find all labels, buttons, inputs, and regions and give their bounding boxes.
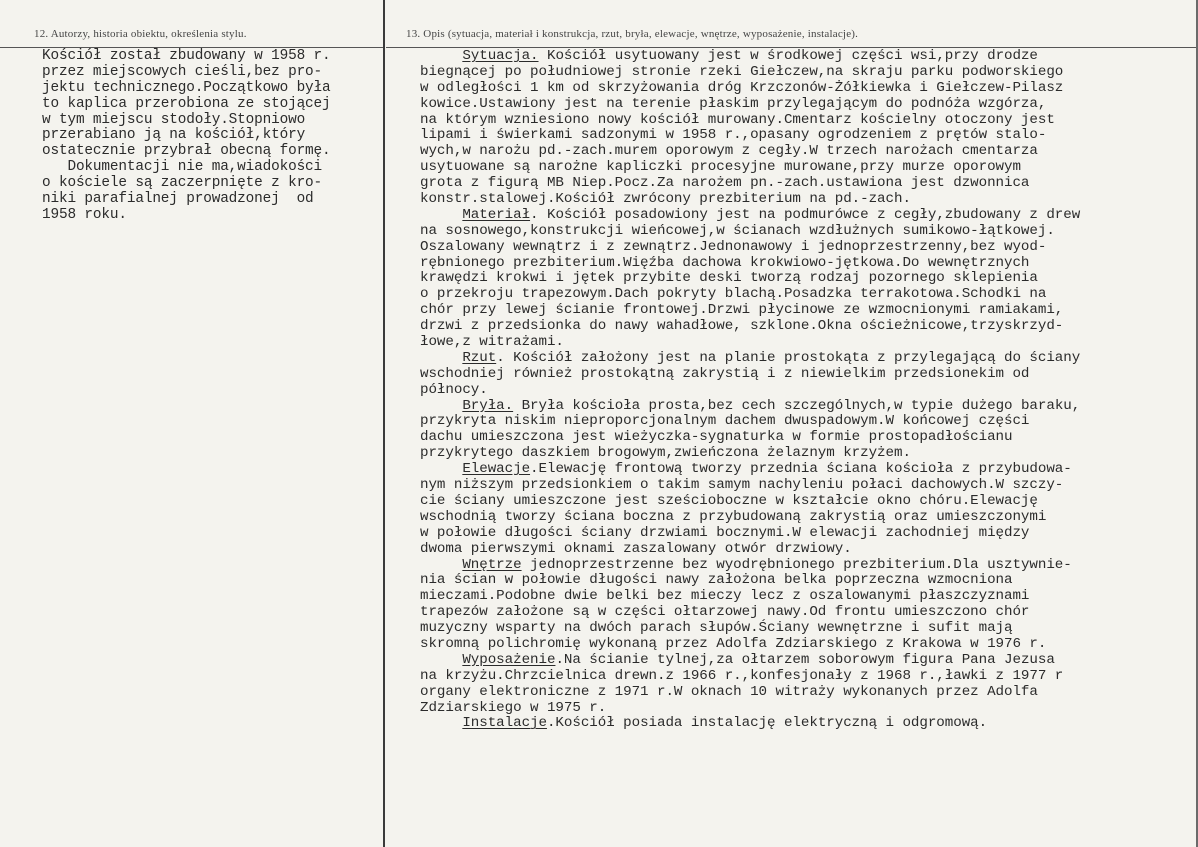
text-line [420,319,1192,335]
text-line: 1958 roku. [42,206,127,223]
section-heading: Elewacje [462,461,531,478]
text-line [420,335,1192,351]
text-line: w tym miejscu stodoły.Stopniowo [42,111,306,128]
text-line [420,160,1192,176]
line-text: trapezów założone są w części ołtarzowej nawy.Od frontu umieszczono chór [420,604,1030,621]
text-line [420,271,1192,287]
line-text: dwoma pierwszymi oknami zaszalowany otwór drzwiowy. [420,540,852,557]
line-text: nia ścian w połowie długości nawy założona belka poprzeczna wzmocniona [420,572,1013,589]
line-text: cie ściany umieszczone jest sześcioboczne w kształcie okno chóru.Elewację [420,492,1038,509]
text-line [420,192,1192,208]
line-text: Bryła kościoła prosta,bez cech szczególnych,w typie dużego baraku, [513,397,1081,414]
text-line [420,113,1192,129]
text-line [420,287,1192,303]
description-text [420,49,1192,732]
text-line [420,383,1192,399]
text-line [420,669,1192,685]
line-text: północy. [420,381,488,398]
line-text: Zdziarskiego w 1975 r. [420,699,607,716]
line-text: przykryta niskim nieproporcjonalnym dachem dwuspadowym.W końcowej części [420,413,1030,430]
line-text: krawędzi krokwi i jętek przybite deski tworzą rodzaj pozornego sklepienia [420,270,1038,287]
line-text: wschodnią tworzy ściana boczna z przybudowaną zakrystią oraz umieszczonymi [420,508,1047,525]
line-text: mieczami.Podobne dwie belki bez mieczy lecz z oszalowanymi płaszczyznami [420,588,1030,605]
line-text: na którym wzniesiono nowy kościół murowany.Cmentarz kościelny otoczony jest [420,111,1055,128]
authors-history-heading: 12. Autorzy, historia obiektu, określenia stylu. [34,28,247,40]
column-divider [383,0,385,847]
line-text: Kościół usytuowany jest w środkowej części wsi,przy drodze [538,48,1038,64]
section-heading: Wnętrze [462,556,522,573]
line-text: łowe,z witrażami. [420,334,564,351]
line-text: wych,w narożu pd.-zach.murem oporowym z cegły.W trzech narożach cmentarza [420,143,1038,160]
line-text: drzwi z przedsionka do nawy wahadłowe, szklone.Okna ościeżnicowe,trzyskrzyd- [420,318,1064,335]
line-text: chór przy lewej ścianie frontowej.Drzwi płycinowe ze wzmocnionymi ramiakami, [420,302,1064,319]
text-line [420,526,1192,542]
line-text: w odległości 1 km od skrzyżowania dróg Krzczonów-Żółkiewka i Giełczew-Pilasz [420,79,1064,96]
line-text: nym niższym przedsionkiem o takim samym nachyleniu połaci dachowych.W szczy- [420,477,1064,494]
section-start-line [420,653,1192,669]
line-text: kowice.Ustawiony jest na terenie płaskim przylegającym do podnóża wzgórza, [420,95,1047,112]
text-line [420,478,1192,494]
line-text: wschodniej również prostokątną zakrystią i z niewielkim przedsionekim od [420,365,1030,382]
text-line [420,256,1192,272]
text-line: przez miejscowych cieśli,bez pro- [42,63,323,80]
text-line [420,605,1192,621]
line-text: organy elektroniczne z 1971 r.W oknach 10 witraży wykonanych przez Adolfa [420,683,1038,700]
section-heading: Bryła. [462,397,514,414]
text-line [420,144,1192,160]
authors-history-section [0,0,383,847]
section-start-line [420,351,1192,367]
section-heading: Sytuacja. [462,48,539,64]
section-start-line [420,462,1192,478]
line-text: konstr.stalowej.Kościół zwrócony prezbiterium na pd.-zach. [420,191,911,208]
text-line: jektu technicznego.Początkowo była [42,79,331,96]
section-start-line [420,49,1192,65]
line-text: rębnionego prezbiterium.Więźba dachowa krokwiowo-jętkowa.Do wewnętrznych [420,254,1030,271]
text-line [420,240,1192,256]
section-start-line [420,208,1192,224]
text-line [420,542,1192,558]
text-line [420,65,1192,81]
section-heading: Wyposażenie [462,651,556,668]
section-heading: Materiał [462,206,531,223]
text-line [420,637,1192,653]
text-line: przerabiano ją na kościół,który [42,127,306,144]
text-line [420,414,1192,430]
text-line [420,176,1192,192]
section-start-line [420,558,1192,574]
line-text: muzyczny wsparty na dwóch parach słupów.Ściany wewnętrzne i sufit mają [420,620,1013,637]
line-text: na krzyżu.Chrzcielnica drewn.z 1966 r.,konfesjonały z 1968 r.,ławki z 1977 r [420,667,1064,684]
line-text: .Kościół posiada instalację elektryczną i odgromową. [546,715,988,732]
text-line [420,97,1192,113]
text-line: o kościele są zaczerpnięte z kro- [42,175,323,192]
line-text: na sosnowego,konstrukcji wieńcowej,w ścianach wzdłużnych sumikowo-łątkowej. [420,222,1055,239]
text-line: Kościół został zbudowany w 1958 r. [42,48,331,64]
description-section [386,0,1198,847]
text-line [420,510,1192,526]
text-line [420,430,1192,446]
section-start-line [420,399,1192,415]
text-line [420,446,1192,462]
line-text: . Kościół posadowiony jest na podmurówce z cegły,zbudowany z drew [530,206,1081,223]
line-text: jednoprzestrzenne bez wyodrębnionego prezbiterium.Dla usztywnie- [521,556,1072,573]
text-line: Dokumentacji nie ma,wiadokości [42,159,323,176]
line-text: biegnącej po południowej stronie rzeki Giełczew,na skraju parku podworskiego [420,63,1064,80]
section-heading: Rzut [462,349,497,366]
line-text: dachu umieszczona jest wieżyczka-sygnaturka w formie prostopadłościanu [420,429,1013,446]
text-line [420,621,1192,637]
line-text: grota z figurą MB Niep.Pocz.Za narożem pn.-zach.ustawiona jest dzwonnica [420,175,1030,192]
authors-history-text [42,49,377,224]
text-line [420,303,1192,319]
line-text: w połowie długości ściany drzwiami bocznymi.W elewacji zachodniej między [420,524,1030,541]
text-line [420,367,1192,383]
text-line [420,128,1192,144]
line-text: lipami i świerkami sadzonymi w 1958 r.,opasany ogrodzeniem z prętów stalo- [420,127,1047,144]
line-text: skromną polichromię wykonaną przez Adolfa Zdziarskiego z Krakowa w 1976 r. [420,635,1047,652]
text-line [420,494,1192,510]
line-text: o przekroju trapezowym.Dach pokryty blachą.Posadzka terrakotowa.Schodki na [420,286,1047,303]
description-heading: 13. Opis (sytuacja, materiał i konstrukcja, rzut, bryła, elewacje, wnętrze, wyposażenie, instalacje). [406,28,859,40]
line-text: .Na ścianie tylnej,za ołtarzem soborowym figura Pana Jezusa [555,651,1055,668]
text-line: niki parafialnej prowadzonej od [42,191,314,208]
text-line [420,573,1192,589]
text-line [420,224,1192,240]
text-line: ostatecznie przybrał obecną formę. [42,143,331,160]
section-heading: Instalacje [462,715,547,732]
line-text: usytuowane są narożne kapliczki procesyjne murowane,przy murze oporowym [420,159,1021,176]
line-text: .Elewację frontową tworzy przednia ściana kościoła z przybudowa- [530,461,1072,478]
text-line [420,589,1192,605]
text-line: to kaplica przerobiona ze stojącej [42,95,331,112]
text-line [420,701,1192,717]
line-text: przykrytego daszkiem brogowym,zwieńczona żelaznym krzyżem. [420,445,911,462]
text-line [420,685,1192,701]
section-start-line [420,716,1192,732]
line-text: . Kościół założony jest na planie prostokąta z przylegającą do ściany [496,349,1081,366]
line-text: Oszalowany wewnątrz i z zewnątrz.Jednonawowy i jednoprzestrzenny,bez wyod- [420,238,1047,255]
text-line [420,81,1192,97]
